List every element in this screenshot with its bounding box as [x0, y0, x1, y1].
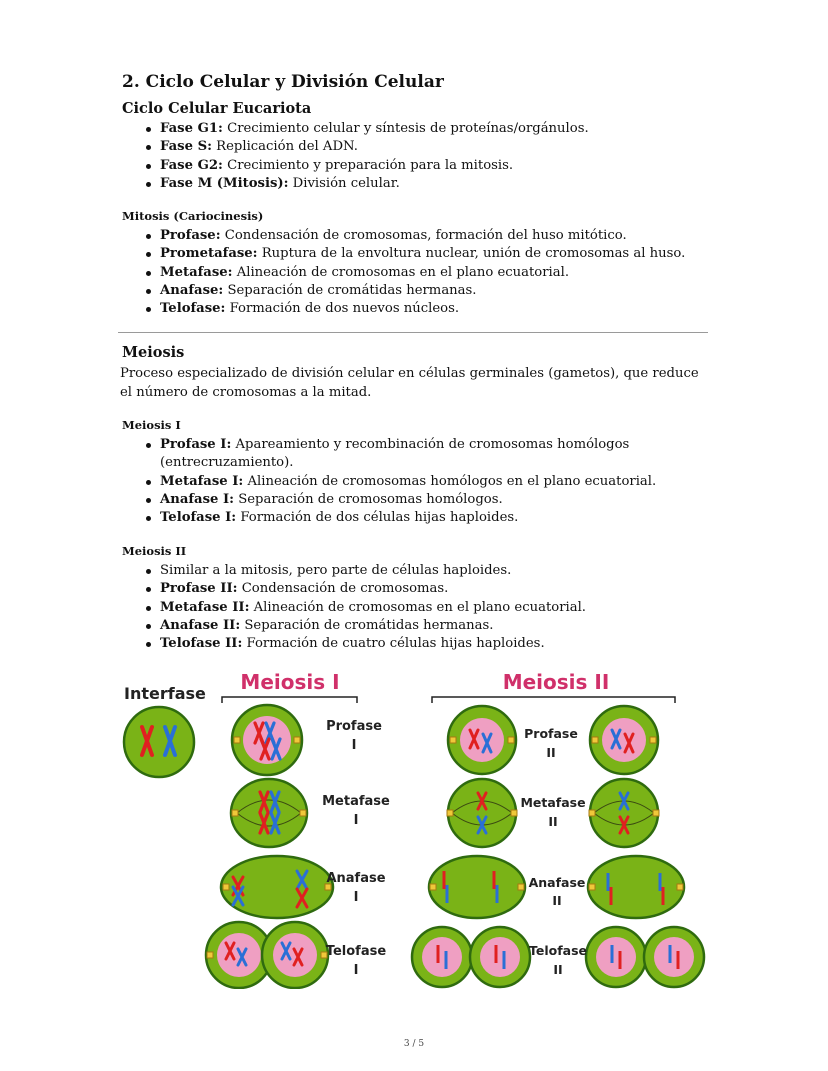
page-number: 3 / 5 [403, 1039, 425, 1049]
list-item: Telofase: Formación de dos nuevos núcleos. [122, 300, 685, 318]
profase2-left-cell [448, 706, 516, 774]
metafase2-label: Metafase [520, 795, 586, 810]
telofase1-numeral: I [353, 963, 359, 978]
profase1-cell [232, 705, 302, 775]
mitosis-heading: Mitosis (Cariocinesis) [122, 209, 264, 223]
metafase1-label: Metafase [322, 794, 390, 809]
anafase2-left-cell [429, 856, 525, 918]
profase2-numeral: II [546, 745, 556, 760]
meiosis1-heading: Meiosis I [122, 418, 181, 432]
list-item: Telofase I: Formación de dos células hijas haploides. [122, 509, 682, 527]
list-item: Fase G2: Crecimiento y preparación para la mitosis. [122, 157, 589, 175]
metafase2-right-cell [589, 779, 659, 847]
divider [118, 332, 708, 333]
anafase1-label: Anafase [326, 871, 386, 886]
interfase-label: Interfase [124, 684, 206, 703]
anafase1-cell [221, 856, 333, 918]
mitosis-list [122, 227, 685, 318]
list-item: Fase G1: Crecimiento celular y síntesis de proteínas/orgánulos. [122, 120, 589, 138]
anafase2-label: Anafase [528, 875, 586, 890]
metafase2-left-cell [447, 779, 517, 847]
cycle-list [122, 120, 589, 193]
list-item: Profase II: Condensación de cromosomas. [122, 580, 586, 598]
meiosis-diagram [122, 667, 708, 989]
meiosis2-list [122, 562, 586, 653]
list-item: Telofase II: Formación de cuatro células hijas haploides. [122, 635, 586, 653]
metafase1-numeral: I [353, 813, 359, 828]
telofase2-label: Telofase [528, 943, 588, 958]
telofase1-label: Telofase [325, 944, 387, 959]
telofase2-right-cells [586, 927, 704, 987]
telofase1-cells [206, 922, 328, 988]
meiosis2-diagram-title: Meiosis II [502, 670, 610, 694]
meiosis1-list [122, 436, 682, 527]
list-item: Metafase II: Alineación de cromosomas en el plano ecuatorial. [122, 599, 586, 617]
anafase2-numeral: II [552, 893, 562, 908]
profase1-numeral: I [351, 738, 357, 753]
anafase2-right-cell [588, 856, 684, 918]
telofase2-numeral: II [553, 962, 563, 977]
section-title: 2. Ciclo Celular y División Celular [122, 72, 444, 92]
list-item: Anafase: Separación de cromátidas hermanas. [122, 282, 685, 300]
profase2-label: Profase [524, 726, 578, 741]
meiosis1-diagram-title: Meiosis I [240, 670, 340, 694]
list-item: Anafase I: Separación de cromosomas homólogos. [122, 491, 682, 509]
metafase1-cell [231, 779, 307, 847]
list-item: Fase S: Replicación del ADN. [122, 138, 589, 156]
list-item: Prometafase: Ruptura de la envoltura nuclear, unión de cromosomas al huso. [122, 245, 685, 263]
list-item: Similar a la mitosis, pero parte de células haploides. [122, 562, 586, 580]
metafase2-numeral: II [548, 814, 558, 829]
list-item: Metafase: Alineación de cromosomas en el plano ecuatorial. [122, 264, 685, 282]
cycle-heading: Ciclo Celular Eucariota [122, 100, 312, 117]
meiosis-heading: Meiosis [122, 344, 185, 361]
meiosis2-heading: Meiosis II [122, 544, 187, 558]
list-item: Metafase I: Alineación de cromosomas homólogos en el plano ecuatorial. [122, 473, 682, 491]
profase1-label: Profase [326, 719, 382, 734]
meiosis2-bracket [432, 697, 675, 703]
list-item: Profase I: Apareamiento y recombinación de cromosomas homólogos (entrecruzamiento). [122, 436, 682, 473]
list-item: Fase M (Mitosis): División celular. [122, 175, 589, 193]
meiosis1-bracket [222, 697, 357, 703]
meiosis-description: Proceso especializado de división celular en células germinales (gametos), que reduce el número de cromosomas a la mitad. [120, 366, 699, 400]
profase2-right-cell [590, 706, 658, 774]
interfase-cell [124, 707, 194, 777]
list-item: Anafase II: Separación de cromátidas hermanas. [122, 617, 586, 635]
telofase2-left-cells [412, 927, 530, 987]
anafase1-numeral: I [353, 890, 359, 905]
list-item: Profase: Condensación de cromosomas, formación del huso mitótico. [122, 227, 685, 245]
